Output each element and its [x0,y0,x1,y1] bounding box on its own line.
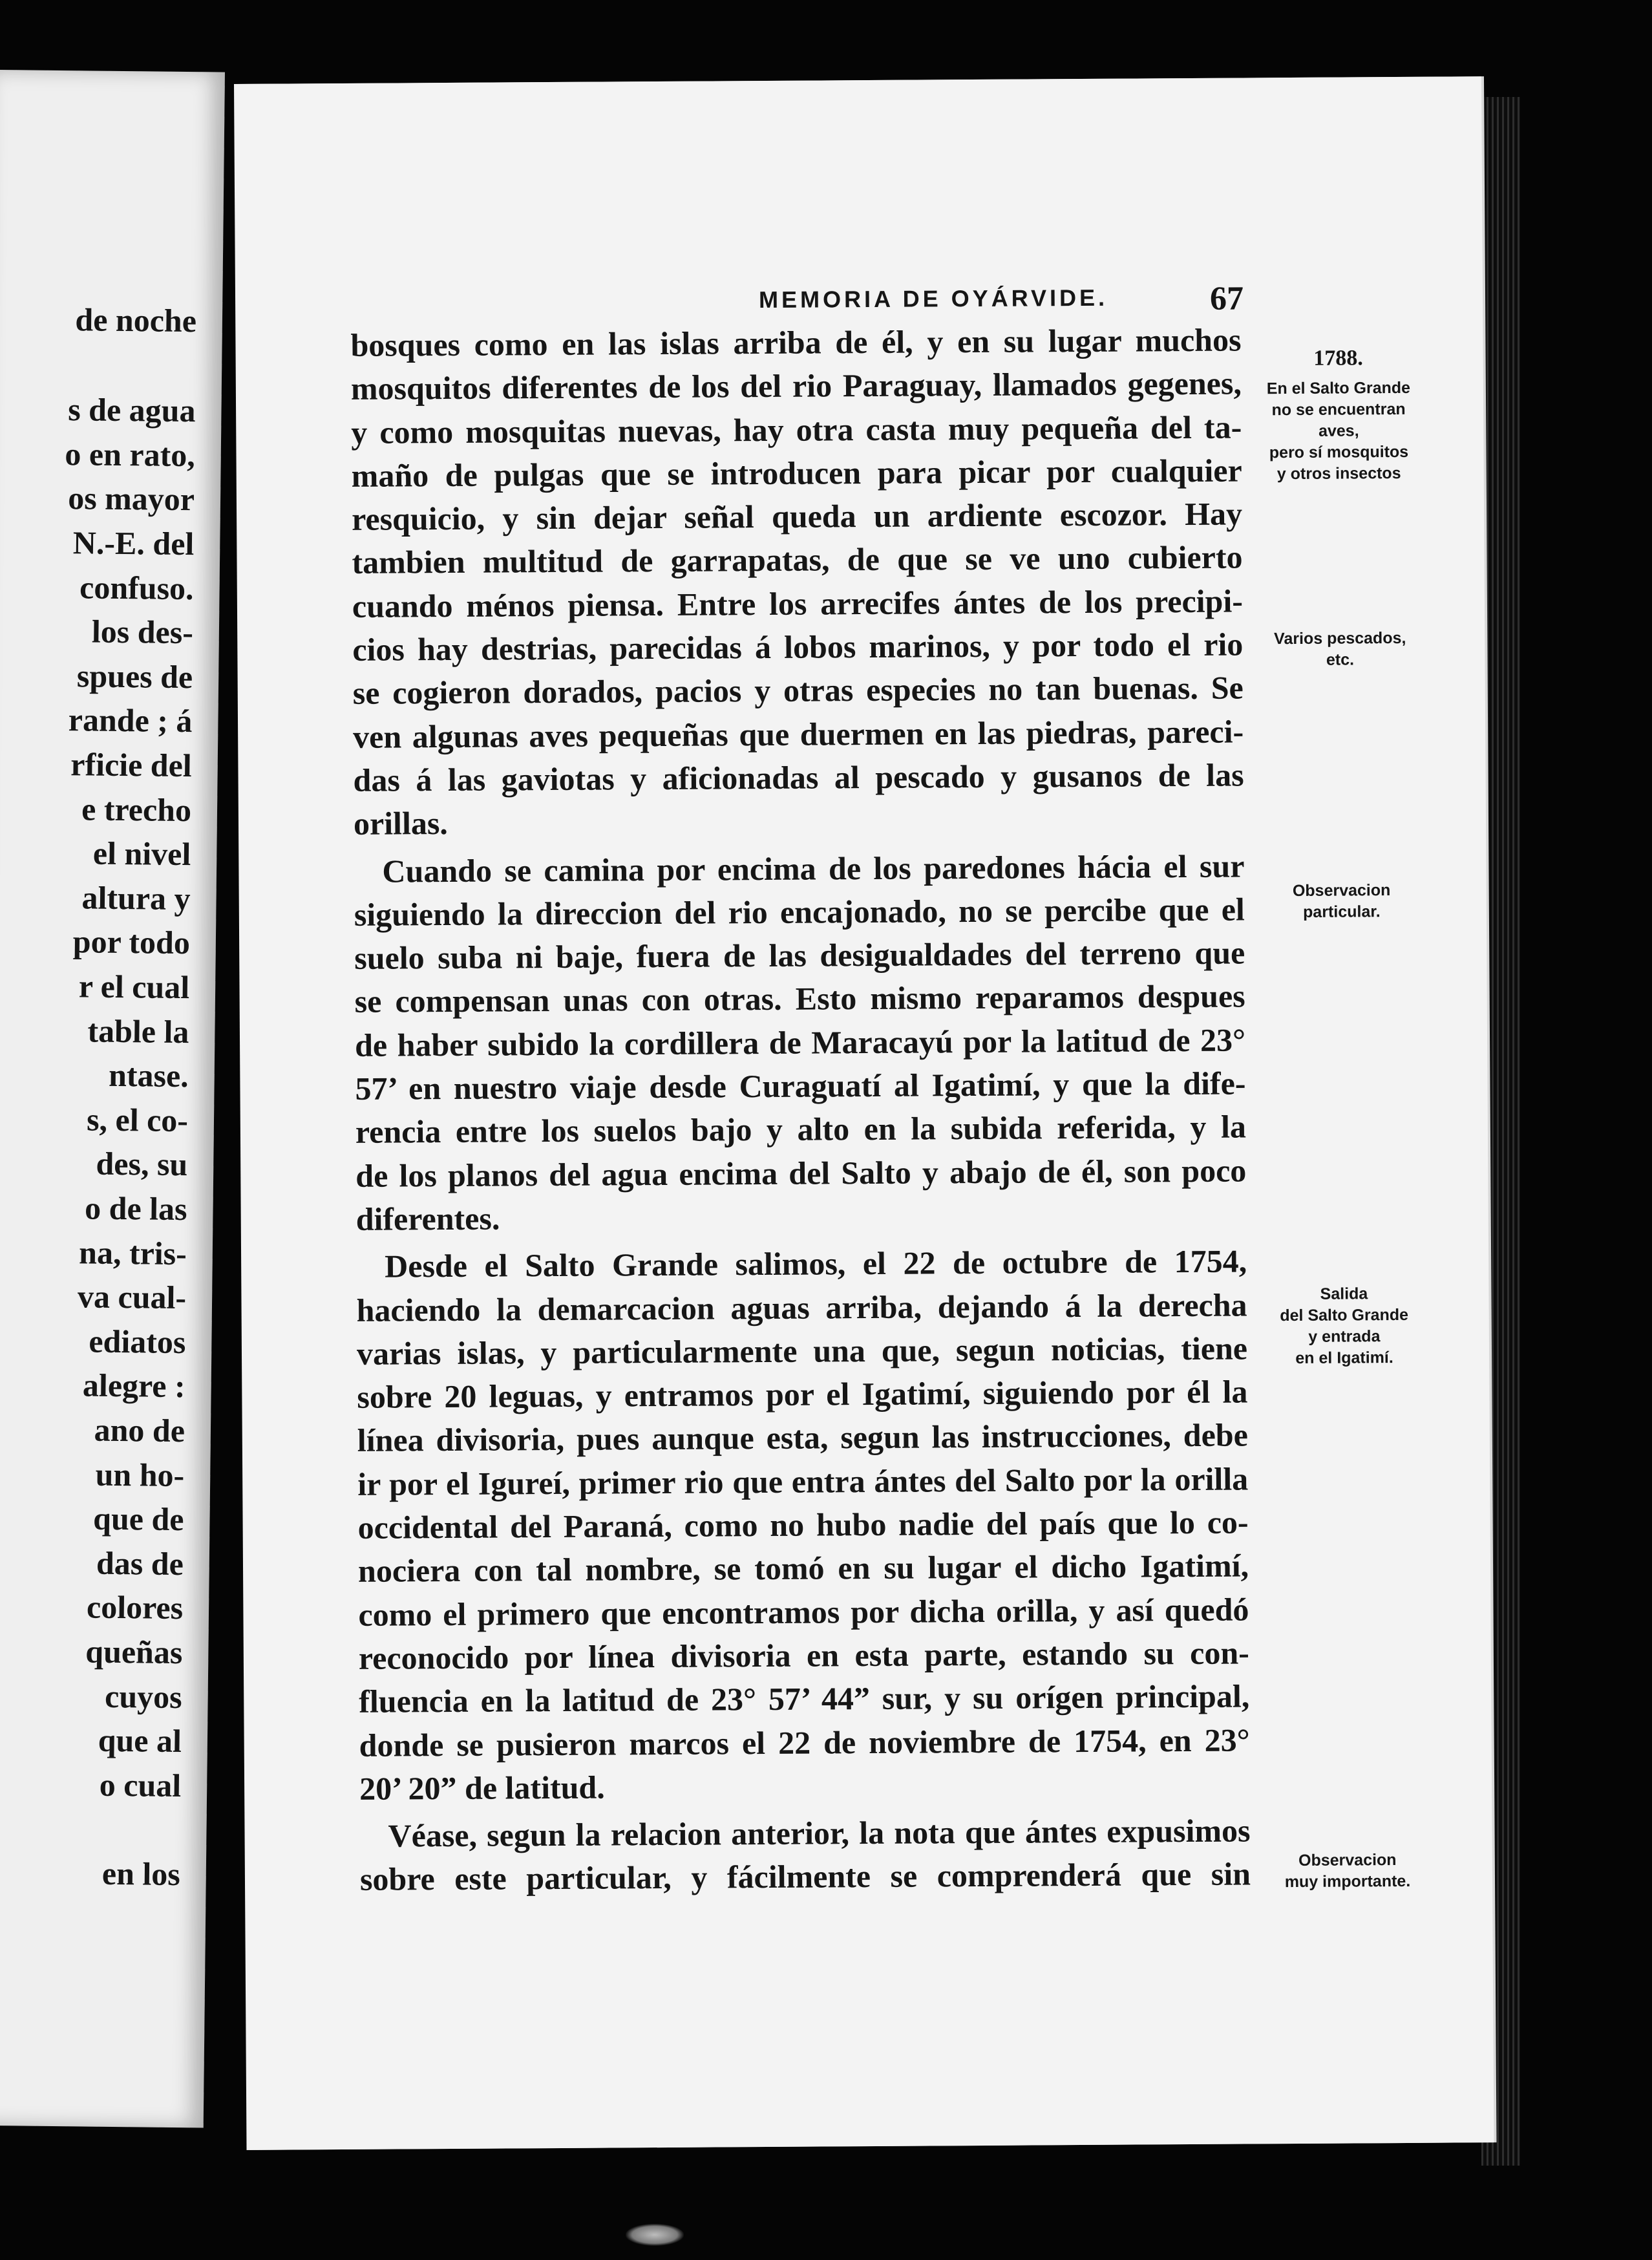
left-page-line: ano de [94,1411,185,1449]
margin-note-4 [1247,1283,1441,1370]
left-facing-page [0,70,225,2127]
left-page-line: cuyos [104,1678,182,1715]
left-page-line: na, tris- [78,1233,187,1272]
paragraph [350,318,1244,846]
margin-note-2 [1243,628,1437,672]
text-line: siguiendo la direccion del rio encajonado, no se percibe que el [354,891,1245,933]
margin-note-4-lines [1247,1283,1441,1370]
margin-note-line: aves, [1318,421,1359,440]
text-line: occidental del Paraná, como no hubo nadie del país que lo co- [357,1504,1249,1546]
margin-note-line: En el Salto Grande [1266,378,1411,398]
text-line: tambien multitud de garrapatas, de que se ve uno cubierto [352,538,1243,581]
text-line: de los planos del agua encima del Salto y abajo de él, son poco [355,1152,1247,1194]
margin-note-line: particular. [1303,902,1381,921]
left-page-line: el nivel [92,835,191,873]
text-line: mosquitos diferentes de los del rio Paraguay, llamados gegenes, [350,365,1242,407]
text-line: bosques como en las islas arriba de él, y en su lugar muchos [350,321,1242,363]
margin-note-line: del Salto Grande [1280,1305,1409,1325]
text-line: donde se pusieron marcos el 22 de noviembre de 1754, en 23° [359,1721,1250,1764]
margin-note-line: muy importante. [1284,1871,1411,1892]
left-page-line: ediatos [89,1323,186,1360]
text-line: Cuando se camina por encima de los paredones hácia el sur [382,848,1245,890]
left-page-line: das de [96,1544,184,1582]
main-page [234,76,1494,2150]
left-page-line: confuso. [79,568,194,606]
page-number: 67 [1209,280,1244,317]
margin-note-line: pero sí mosquitos [1269,442,1409,462]
margin-note-2-lines [1243,628,1437,672]
margin-note-5 [1251,1850,1445,1893]
left-page-line: colores [86,1588,184,1626]
margin-note-1-lines [1242,378,1436,485]
left-page-line: los des- [91,613,194,651]
left-page-line: table la [87,1012,189,1050]
left-page-line: alegre : [82,1367,185,1405]
left-page-line: s de agua [67,391,196,429]
margin-note-1 [1242,347,1436,485]
left-page-line: de noche [75,301,197,339]
left-page-line: rande ; á [68,701,193,740]
body-text [350,318,1251,1901]
text-line: maño de pulgas que se introducen para picar por cualquier [351,452,1242,494]
left-page-line: que al [98,1722,182,1760]
text-line: sobre este particular, y fácilmente se comprenderá que sin [359,1855,1251,1898]
text-line: se compensan unas con otras. Esto mismo reparamos despues [354,977,1245,1020]
running-head: MEMORIA DE OYÁRVIDE. [758,284,1108,314]
text-line: rencia entre los suelos bajo y alto en la subida referida, y la [355,1108,1247,1151]
margin-note-3 [1245,880,1439,924]
left-page-line: r el cual [78,968,190,1006]
margin-note-line: Observacion [1298,1851,1397,1870]
left-page-line: por todo [72,923,191,961]
text-line: diferentes. [355,1200,500,1237]
text-line: haciendo la demarcacion aguas arriba, dejando á la derecha [356,1286,1247,1328]
margin-note-line: y entrada [1308,1327,1381,1346]
left-page-line: o cual [99,1766,182,1804]
text-line: ven algunas aves pequeñas que duermen en las piedras, pareci- [352,713,1244,755]
margin-note-line: Observacion [1292,881,1391,901]
left-page-line: s, el co- [86,1101,189,1138]
margin-note-line: etc. [1326,650,1355,669]
left-page-line: altura y [81,879,191,917]
left-page-line: un ho- [95,1456,185,1493]
text-line: se cogieron dorados, pacios y otras especies no tan buenas. Se [352,669,1244,712]
left-page-line: en los [101,1855,181,1893]
scan-smudge [626,2224,684,2246]
margin-note-line: Varios pescados, [1274,628,1406,648]
paragraph [356,1240,1250,1811]
left-page-line: des, su [96,1146,188,1183]
text-line: resquicio, y sin dejar señal queda un ardiente escozor. Hay [351,495,1243,538]
left-page-line: o en rato, [65,435,196,473]
margin-note-line: en el Igatimí. [1295,1349,1393,1368]
text-line: suelo suba ni baje, fuera de las desigualdades del terreno que [354,934,1245,977]
text-line: ir por el Igureí, primer rio que entra ántes del Salto por la orilla [357,1460,1249,1502]
left-page-line: e trecho [81,790,192,828]
text-line: fluencia en la latitud de 23° 57’ 44” sur, y su orígen principal, [359,1678,1250,1720]
margin-note-line: Salida [1320,1285,1368,1303]
margin-note-5-lines [1251,1850,1445,1893]
paragraph [359,1809,1251,1902]
margin-note-line: no se encuentran [1271,400,1406,420]
left-page-line: spues de [76,657,193,695]
left-page-line: va cual- [77,1278,187,1316]
margin-note-3-lines [1245,880,1439,924]
left-page-line: ntase. [108,1057,189,1094]
text-line: 20’ 20” de latitud. [359,1769,605,1807]
text-line: cuando ménos piensa. Entre los arrecifes ántes de los precipi- [352,582,1244,624]
text-line: 57’ en nuestro viaje desde Curaguatí al Igatimí, y que la dife- [355,1065,1246,1107]
left-page-line: rficie del [70,746,193,784]
text-line: como el primero que encontramos por dicha orilla, y así quedó [358,1591,1249,1633]
left-page-line: que de [92,1500,184,1538]
text-line: Desde el Salto Grande salimos, el 22 de octubre de 1754, [385,1242,1247,1285]
text-line: orillas. [353,805,448,842]
margin-note-line: y otros insectos [1276,464,1401,484]
text-line: de haber subido la cordillera de Maracayú por la latitud de 23° [354,1021,1246,1063]
text-line: sobre 20 leguas, y entramos por el Igatimí, siguiendo por él la [357,1373,1248,1415]
paragraph [354,844,1247,1241]
left-page-line: queñas [85,1633,183,1671]
text-line: reconocido por línea divisoria en esta parte, estando su con- [358,1634,1250,1676]
margin-year: 1788. [1313,346,1363,370]
text-line: das á las gaviotas y aficionadas al pescado y gusanos de las [353,756,1244,798]
text-line: nociera con tal nombre, se tomó en su lugar el dicho Igatimí, [357,1547,1249,1590]
text-line: Véase, segun la relacion anterior, la nota que ántes expusimos [388,1812,1251,1854]
text-line: línea divisoria, pues aunque esta, segun las instrucciones, debe [357,1416,1248,1459]
left-page-line: o de las [84,1189,187,1228]
text-line: cios hay destrias, parecidas á lobos marinos, y por todo el rio [352,626,1244,668]
text-line: y como mosquitas nuevas, hay otra casta muy pequeña del ta- [351,409,1242,451]
left-page-line: N.-E. del [72,524,195,562]
left-page-line: os mayor [67,480,195,518]
text-line: varias islas, y particularmente una que, segun noticias, tiene [356,1330,1248,1372]
